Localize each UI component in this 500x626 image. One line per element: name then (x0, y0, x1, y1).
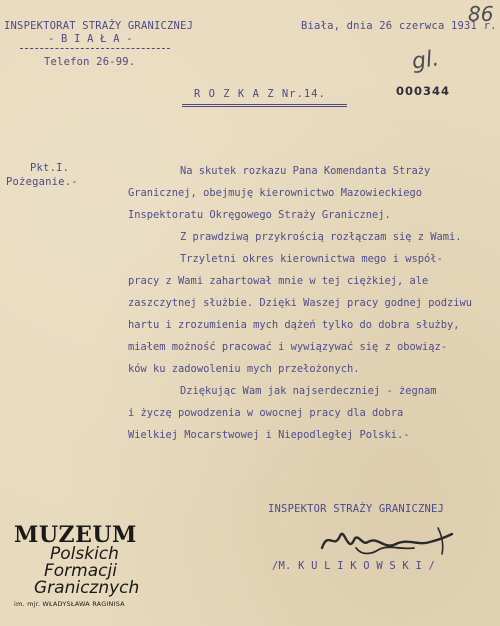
body-line: Dziękując Wam jak najserdeczniej - żegnam (180, 385, 437, 397)
logo-caption: im. mjr. WŁADYSŁAWA RAGINISA (14, 600, 125, 608)
body-line: pracy z Wami zahartował mnie w tej ciężkiej, ale (128, 275, 429, 287)
place-date: Biała, dnia 26 czerwca 1931 r. (301, 20, 497, 32)
order-title-underline (182, 104, 347, 107)
header-underline (20, 48, 170, 49)
margin-point: Pkt.I. (30, 162, 70, 174)
logo-line: Polskich (50, 544, 119, 564)
body-line: Wielkiej Mocarstwowej i Niepodległej Polski.- (128, 429, 410, 441)
registry-stamp-number: 000344 (396, 84, 451, 98)
body-line: i życzę powodzenia w owocnej pracy dla dobra (128, 407, 404, 419)
body-line: Na skutek rozkazu Pana Komendanta Straży (180, 165, 431, 177)
body-line: miałem możność pracować i wywiązywać się z obowiąz- (128, 341, 448, 353)
office-name: INSPEKTORAT STRAŻY GRANICZNEJ (4, 20, 194, 32)
body-line: hartu i zrozumienia mych dążeń tylko do dobra służby, (128, 319, 460, 331)
signature-name: /M. K U L I K O W S K I / (272, 560, 436, 572)
office-city: - B I A Ł A - (48, 33, 133, 45)
office-phone: Telefon 26-99. (44, 56, 136, 68)
body-line: ków ku zadowoleniu mych przełożonych. (128, 363, 360, 375)
body-line: Inspektoratu Okręgowego Straży Granicznej. (128, 209, 391, 221)
logo-line: MUZEUM (14, 522, 137, 548)
body-line: Z prawdziwą przykrością rozłączam się z Wami. (180, 231, 462, 243)
signature-title: INSPEKTOR STRAŻY GRANICZNEJ (268, 503, 445, 515)
logo-line: Granicznych (34, 578, 140, 598)
pencil-mark: gl. (410, 46, 441, 75)
body-line: Trzyletni okres kierownictwa mego i współ- (180, 253, 443, 265)
page-number: 86 (468, 2, 494, 26)
body-line: zaszczytnej służbie. Dzięki Waszej pracy godnej podziwu (128, 297, 473, 309)
museum-logo (14, 524, 164, 608)
order-title: R O Z K A Z Nr.14. (194, 88, 326, 100)
logo-line: Formacji (44, 561, 117, 581)
body-line: Granicznej, obejmuję kierownictwo Mazowieckiego (128, 187, 423, 199)
handwritten-signature (318, 520, 458, 562)
margin-subject: Pożeganie.- (6, 176, 78, 188)
